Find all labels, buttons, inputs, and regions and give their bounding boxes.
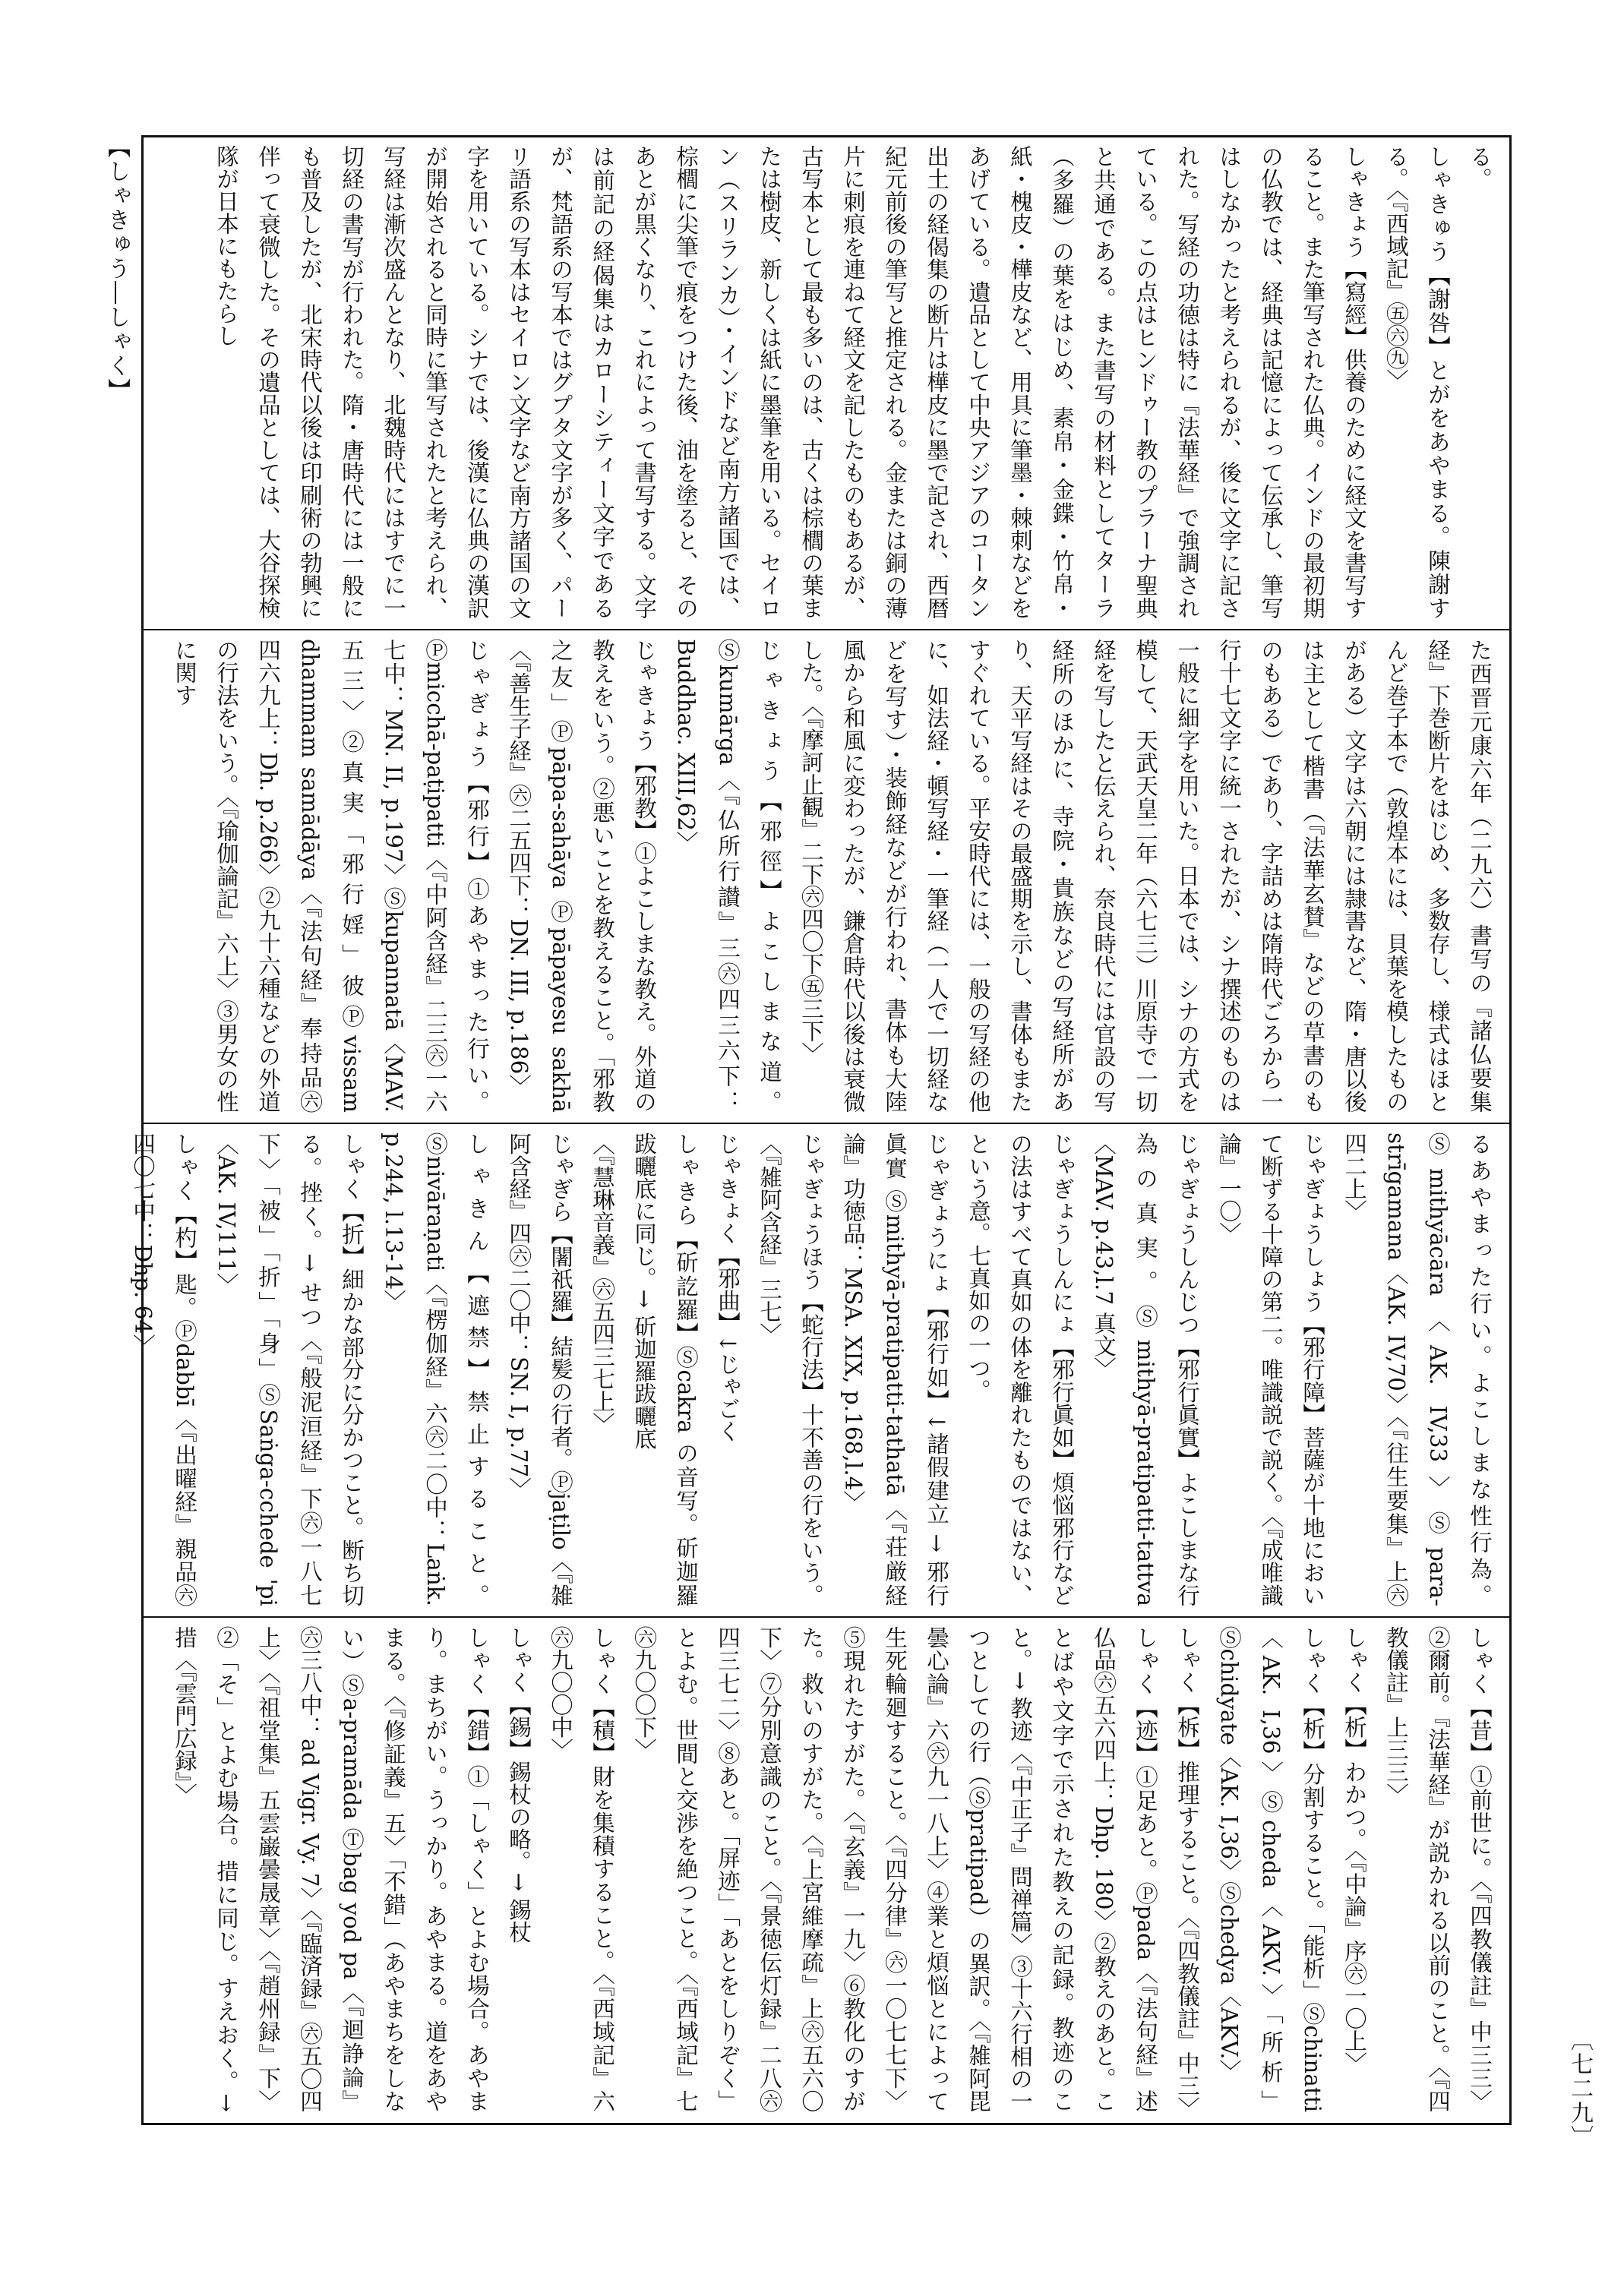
entry-text: しゃきゅう【謝咎】とがをあやまる。陳謝する。〈『西域記』㊄㊅㊈〉 bbox=[1383, 145, 1451, 619]
tier-2-column bbox=[153, 639, 1500, 1113]
page-number: 〔七二九〕 bbox=[1566, 2028, 1593, 2149]
entry-text: じゃぎょう【邪行】①あやまった行い。Ⓟmicchā-paṭipatti〈『中阿含経』二三㊅一六七中：MN. II, p.197〉Ⓢkupannatā〈MAV. 五三〉②真実「邪行婬」彼Ⓟvissam dhammam samādāya〈『法句経』奉持品㊅四六九上：Dh. p.266〉②九十六種などの外道の行法をいう。〈『瑜伽論記』六上〉③男女の性に関す bbox=[172, 639, 490, 1113]
entry-text: るあやまった行い。よこしまな性行為。Ⓢmithyācāra〈AK. IV,33〉Ⓢpara-strīgamana〈AK. IV,70〉〈『往生要集』上㊅四二上〉 bbox=[1341, 1132, 1493, 1606]
entry-text: じゃきょう【邪教】①よこしまな教え。外道の教えをいう。②悪いことを教えること。「邪教之友」Ⓟpāpa-sahāya Ⓟpāpayesu sakhā〈『善生子経』㊅二五四下：DN. III, p.186〉 bbox=[506, 639, 657, 1113]
entry-text: じゃきょく【邪曲】↓じゃごく bbox=[715, 1132, 741, 1443]
page-frame bbox=[130, 135, 1512, 2125]
tier-4-column bbox=[153, 1626, 1500, 2119]
entry-text: じゃぎょうしんじつ【邪行眞實】よこしまな行為の真実。Ⓢmithyā-pratipatti-tattva〈MAV. p.43,l.7 真文〉 bbox=[1091, 1132, 1200, 1606]
entry-text: じゃぎょうしょう【邪行障】菩薩が十地において断ずる十障の第二。唯識説で説く。〈『成唯識論』一〇〉 bbox=[1216, 1132, 1325, 1607]
entry-text: じゃきょう【邪徑】よこしまな道。Ⓢkumārga〈『仏所行讃』三㊅四三六下：Buddhac. XIII,62〉 bbox=[673, 639, 782, 1113]
entry-text: じゃぎょうしんにょ【邪行眞如】煩悩邪行などの法はすべて真如の体を離れたものではない、という意。七真如の一つ。 bbox=[965, 1132, 1075, 1606]
entry-text: しゃく【昔】①前世に。〈『四教儀註』中三三〉②爾前。『法華経』が説かれる以前のこと。〈『四教儀註』上三三〉 bbox=[1383, 1626, 1493, 2112]
tier-3-column bbox=[130, 1132, 1500, 1607]
tier-4 bbox=[153, 1626, 1500, 2119]
running-head: 【しゃきゅう―しゃく】 bbox=[103, 135, 130, 403]
entry-text: しゃきら【斫訖羅】Ⓢcakra の音写。斫迦羅跋曬底に同じ。→ 斫迦羅跋曬底 bbox=[631, 1132, 699, 1606]
entry-text: しゃく【柝】推理すること。〈『四教儀註』中三〉 bbox=[1174, 1626, 1200, 2119]
tier-1 bbox=[153, 145, 1500, 619]
entry-text: しゃく【杓】匙。Ⓟdabbī〈『出曜経』親品㊅四〇七中：Dhp. 64〉 bbox=[130, 1132, 197, 1606]
entry-text: しゃく【析】分割すること。「能析」Ⓢchinatti〈AK. I,36〉Ⓢcheda〈AKV.〉「所析」Ⓢchidyate〈AK. I,36〉Ⓢchedya〈AKV.〉 bbox=[1216, 1626, 1325, 2112]
entry-text: しゃく【積】財を集積すること。〈『西域記』六㊅九〇〇中〉 bbox=[548, 1626, 615, 2112]
tier-divider bbox=[144, 1616, 1509, 1618]
entry-text: しゃきん【遮禁】禁止すること。Ⓢnivāraṇati〈『楞伽経』六㊅二〇中：Laṅk. p.244, l.13-14〉 bbox=[381, 1132, 490, 1606]
tier-2 bbox=[153, 639, 1500, 1113]
entry-text: じゃぎら【闍祇羅】結髪の行者。Ⓟjaṭilo〈『雑阿含経』四㊅二〇中：SN. I, p.77〉 bbox=[506, 1132, 573, 1606]
entry-text: しゃく【錫】錫杖の略。→ 錫杖 bbox=[506, 1626, 532, 1944]
entry-text: しゃく【錯】①「しゃく」とよむ場合。あやまり。まちがい。うっかり。あやまる。道をあやまる。〈『修証義』五〉「不錯」（あやまちをしない）Ⓢa-pramāda Ⓣbag yod pa〈『迴諍論』㊅三八中：ad Vigr. Vy. 7〉〈『臨済録』㊅五〇四上〉〈『祖堂集』五雲巌曇晟章〉〈『趙州録』下〉②「そ」とよむ場合。措に同じ。すえおく。→ 措〈『雲門広録』〉 bbox=[172, 1626, 490, 2113]
entry-text: た西晋元康六年（二九六）書写の『諸仏要集経』下巻断片をはじめ、多数存し、様式はほとんど巻子本で（敦煌本には、貝葉を模したものがある）文字は六朝には隷書など、隋・唐以後は主として楷書（『法華玄賛』などの草書のものもある）であり、字詰めは隋時代ごろから一行十七文字に統一されたが、シナ撰述のものは一般に細字を用いた。日本では、シナの方式を模して、天武天皇二年（六七三）川原寺で一切経を写したと伝えられ、奈良時代には官設の写経所のほかに、寺院・貴族などの写経所があり、天平写経はその最盛期を示し、書体もまたすぐれている。平安時代には、一般の写経の他に、如法経・頓写経・一筆経（一人で一切経などを写す）・装飾経などが行われ、書体も大陸風から和風に変わったが、鎌倉時代以後は衰微した。〈『摩訶止観』二下㊅四〇下㊄三下〉 bbox=[798, 639, 1493, 1113]
entry-text: しゃく【迹】①足あと。Ⓟpada〈『法句経』述仏品㊅五六四上：Dhp. 180〉②教えのあと。ことばや文字で示された教えの記録。教迹のこと。→ 教迹〈『中正子』問禅篇〉③十六行相の一つとしての行（Ⓢpratipad）の異訳。〈『雑阿毘曇心論』六㊅九一八上〉④業と煩悩とによって生死輪廻すること。〈『四分律』㊅一〇七七下〉⑤現れたすがた。〈『玄義』一九〉⑥教化のすがた。救いのすがた。〈『上宮維摩疏』上㊅五六〇下〉⑦分別意識のこと。〈『景徳伝灯録』二八㊅四三七二〉⑧あと。「屏迹」「あとをしりぞく」とよむ。世間と交渉を絶つこと。〈『西域記』七㊅九〇〇下〉 bbox=[631, 1626, 1158, 2113]
entry-text: 〈『慧琳音義』㊅五四三七上〉 bbox=[589, 1132, 615, 1435]
entry-text: じゃぎょうにょ【邪行如】↓諸假建立 → 邪行眞實 Ⓢmithyā-pratipatti-tathatā〈『荘厳経論』功徳品：MSA. XIX, p.168,l.4〉 bbox=[840, 1132, 949, 1606]
entry-text: じゃぎょうほう【蛇行法】十不善の行をいう。〈『雑阿含経』三七〉 bbox=[757, 1132, 824, 1606]
tier-1-column bbox=[153, 145, 1500, 619]
entry-text: る。 bbox=[1467, 145, 1493, 190]
tier-3 bbox=[130, 1132, 1500, 1607]
tier-divider bbox=[144, 1123, 1509, 1124]
entry-text: しゃきょう【寫經】供養のために経文を書写すること。また筆写された仏典。インドの最初期の仏教では、経典は記憶によって伝承し、筆写はしなかったと考えられるが、後に文字に記された。写経の功徳は特に『法華経』で強調されている。この点はヒンドゥー教のプラーナ聖典と共通である。また書写の材料としてターラ（多羅）の葉をはじめ、素帛・金鍱・竹帛・紙・槐皮・樺皮など、用具に筆墨・棘刺などをあげている。遺品として中央アジアのコータン出土の経偈集の断片は樺皮に墨で記され、西暦紀元前後の筆写と推定される。金または銅の薄片に刺痕を連ねて経文を記したものもあるが、古写本として最も多いのは、古くは棕櫚の葉または樹皮、新しくは紙に墨筆を用いる。セイロン（スリランカ）・インドなど南方諸国では、棕櫚に尖筆で痕をつけた後、油を塗ると、そのあとが黒くなり、これによって書写する。文字は前記の経偈集はカローシティー文字であるが、梵語系の写本ではグプタ文字が多く、パーリ語系の写本はセイロン文字など南方諸国の文字を用いている。シナでは、後漢に仏典の漢訳が開始されると同時に筆写されたと考えられ、写経は漸次盛んとなり、北魏時代にはすでに一切経の書写が行われた。隋・唐時代には一般にも普及したが、北宋時代以後は印刷術の勃興に伴って衰微した。その遺品としては、大谷探検隊が日本にもたらし bbox=[213, 145, 1367, 619]
entry-text: しゃく【折】細かな部分に分かつこと。断ち切る。挫く。→ せつ〈『般泥洹経』下㊅一八七下〉「被」「折」「身」ⓈSaṅga-cchede 'pi〈AK. IV,111〉 bbox=[213, 1132, 365, 1606]
tier-divider bbox=[144, 629, 1509, 630]
entry-text: しゃく【析】わかつ。〈『中論』序㊅一〇上〉 bbox=[1341, 1626, 1367, 2074]
